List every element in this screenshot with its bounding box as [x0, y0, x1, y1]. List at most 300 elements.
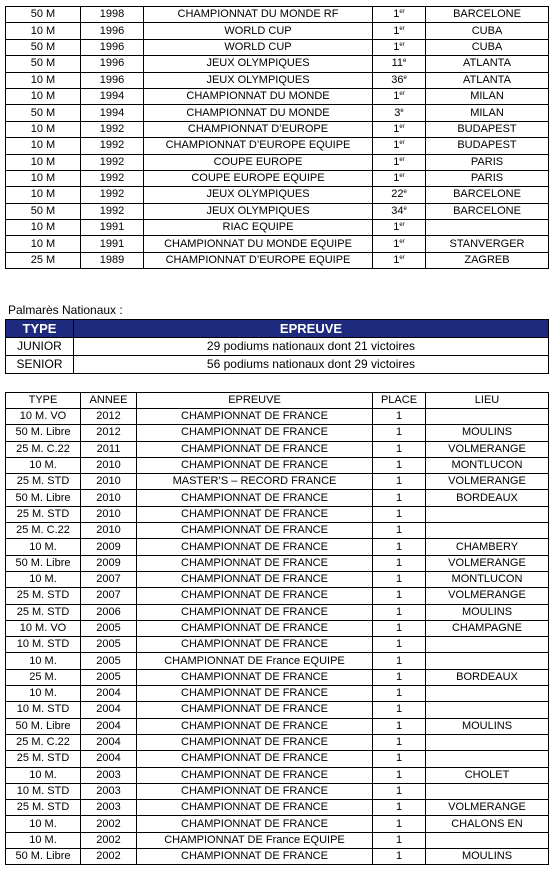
type-cell: 50 M. Libre	[6, 849, 81, 865]
year-cell: 1992	[81, 203, 144, 219]
location-cell: ATLANTA	[426, 72, 549, 88]
table-row	[6, 88, 549, 104]
place-number: 1	[393, 122, 400, 135]
event-cell: JEUX OLYMPIQUES	[144, 56, 373, 72]
international-results-table	[5, 6, 549, 269]
type-cell: 25 M. C.22	[6, 734, 81, 750]
table-row	[6, 409, 549, 425]
type-cell: 10 M	[6, 170, 81, 186]
year-cell: 2011	[81, 441, 137, 457]
place-number: 1	[393, 237, 400, 250]
place-cell: 1	[373, 816, 426, 832]
year-cell: 1996	[81, 23, 144, 39]
place-cell: 1	[373, 637, 426, 653]
national-row	[6, 338, 549, 356]
table-row	[6, 23, 549, 39]
year-cell: 2010	[81, 457, 137, 473]
event-cell: JEUX OLYMPIQUES	[144, 72, 373, 88]
event-cell: CHAMPIONNAT DE FRANCE	[137, 555, 373, 571]
location-cell	[426, 783, 549, 799]
type-cell: 10 M	[6, 121, 81, 137]
event-cell: CHAMPIONNAT DE FRANCE	[137, 523, 373, 539]
year-cell: 2006	[81, 604, 137, 620]
place-cell: 1	[373, 832, 426, 848]
year-cell: 2007	[81, 588, 137, 604]
place-cell: 1	[373, 555, 426, 571]
type-cell: 10 M. STD	[6, 637, 81, 653]
event-cell: CHAMPIONNAT DU MONDE RF	[144, 7, 373, 23]
national-epreuve-cell: 56 podiums nationaux dont 29 victoires	[74, 356, 549, 374]
location-cell: MILAN	[426, 105, 549, 121]
year-cell: 2005	[81, 620, 137, 636]
place-cell	[373, 138, 426, 154]
year-cell: 1991	[81, 236, 144, 252]
event-cell: CHAMPIONNAT DE FRANCE	[137, 457, 373, 473]
year-cell: 2004	[81, 734, 137, 750]
table-row	[6, 637, 549, 653]
location-cell	[426, 832, 549, 848]
type-cell: 10 M	[6, 138, 81, 154]
table-row	[6, 523, 549, 539]
place-cell: 1	[373, 523, 426, 539]
table-row	[6, 441, 549, 457]
type-cell: 10 M	[6, 154, 81, 170]
place-cell	[373, 252, 426, 268]
type-cell: 10 M.	[6, 571, 81, 587]
place-cell: 1	[373, 604, 426, 620]
results-header-type: TYPE	[6, 393, 81, 409]
results-header-epreuve: EPREUVE	[137, 393, 373, 409]
event-cell: MASTER’S – RECORD FRANCE	[137, 474, 373, 490]
place-cell: 1	[373, 571, 426, 587]
place-number: 1	[393, 221, 400, 234]
type-cell: 50 M. Libre	[6, 490, 81, 506]
place-number: 1	[393, 24, 400, 37]
event-cell: CHAMPIONNAT DU MONDE EQUIPE	[144, 236, 373, 252]
event-cell: CHAMPIONNAT DE FRANCE	[137, 783, 373, 799]
year-cell: 2007	[81, 571, 137, 587]
type-cell: 50 M. Libre	[6, 555, 81, 571]
location-cell: MOULINS	[426, 718, 549, 734]
location-cell: STANVERGER	[426, 236, 549, 252]
place-cell	[373, 7, 426, 23]
location-cell: CUBA	[426, 39, 549, 55]
national-type-cell: JUNIOR	[6, 338, 74, 356]
location-cell	[426, 409, 549, 425]
table-row	[6, 506, 549, 522]
event-cell: CHAMPIONNAT DU MONDE	[144, 88, 373, 104]
place-number: 36	[391, 73, 404, 86]
location-cell: CUBA	[426, 23, 549, 39]
type-cell: 10 M.	[6, 686, 81, 702]
year-cell: 2005	[81, 653, 137, 669]
table-row	[6, 686, 549, 702]
year-cell: 1992	[81, 170, 144, 186]
type-cell: 10 M	[6, 72, 81, 88]
type-cell: 25 M	[6, 252, 81, 268]
national-type-cell: SENIOR	[6, 356, 74, 374]
year-cell: 2004	[81, 702, 137, 718]
location-cell	[426, 637, 549, 653]
place-cell: 1	[373, 767, 426, 783]
type-cell: 50 M. Libre	[6, 718, 81, 734]
year-cell: 2004	[81, 718, 137, 734]
place-suffix: er	[399, 140, 405, 147]
event-cell: CHAMPIONNAT DE FRANCE	[137, 767, 373, 783]
place-cell: 1	[373, 669, 426, 685]
table-row	[6, 56, 549, 72]
type-cell: 10 M. VO	[6, 620, 81, 636]
type-cell: 50 M	[6, 7, 81, 23]
year-cell: 2004	[81, 751, 137, 767]
table-row	[6, 7, 549, 23]
table-row	[6, 588, 549, 604]
place-cell: 1	[373, 441, 426, 457]
table-row	[6, 832, 549, 848]
year-cell: 2009	[81, 555, 137, 571]
type-cell: 25 M. STD	[6, 604, 81, 620]
year-cell: 2010	[81, 490, 137, 506]
location-cell: MONTLUCON	[426, 571, 549, 587]
type-cell: 25 M. STD	[6, 751, 81, 767]
event-cell: JEUX OLYMPIQUES	[144, 203, 373, 219]
place-number: 1	[393, 172, 400, 185]
year-cell: 2003	[81, 783, 137, 799]
place-cell	[373, 203, 426, 219]
type-cell: 10 M	[6, 187, 81, 203]
year-cell: 2012	[81, 425, 137, 441]
year-cell: 2003	[81, 800, 137, 816]
table-row	[6, 490, 549, 506]
type-cell: 10 M	[6, 23, 81, 39]
type-cell: 50 M	[6, 105, 81, 121]
type-cell: 10 M.	[6, 539, 81, 555]
type-cell: 10 M.	[6, 457, 81, 473]
place-cell: 1	[373, 409, 426, 425]
event-cell: CHAMPIONNAT DE FRANCE	[137, 490, 373, 506]
place-cell: 1	[373, 751, 426, 767]
table-row	[6, 105, 549, 121]
table-row	[6, 203, 549, 219]
table-row	[6, 474, 549, 490]
type-cell: 10 M.	[6, 653, 81, 669]
year-cell: 2010	[81, 523, 137, 539]
place-cell: 1	[373, 506, 426, 522]
table-row	[6, 800, 549, 816]
table-row	[6, 121, 549, 137]
type-cell: 25 M. STD	[6, 474, 81, 490]
place-cell: 1	[373, 588, 426, 604]
place-cell	[373, 236, 426, 252]
event-cell: COUPE EUROPE	[144, 154, 373, 170]
type-cell: 25 M. C.22	[6, 523, 81, 539]
table-row	[6, 620, 549, 636]
place-cell	[373, 220, 426, 236]
year-cell: 1996	[81, 72, 144, 88]
location-cell: MILAN	[426, 88, 549, 104]
table-row	[6, 767, 549, 783]
table-row	[6, 187, 549, 203]
national-header-type: TYPE	[6, 320, 74, 338]
event-cell: CHAMPIONNAT DE FRANCE	[137, 506, 373, 522]
location-cell: PARIS	[426, 154, 549, 170]
location-cell: BORDEAUX	[426, 490, 549, 506]
place-cell: 1	[373, 490, 426, 506]
location-cell	[426, 523, 549, 539]
place-cell	[373, 72, 426, 88]
year-cell: 1992	[81, 121, 144, 137]
table-row	[6, 702, 549, 718]
event-cell: CHAMPIONNAT DE FRANCE	[137, 571, 373, 587]
event-cell: RIAC EQUIPE	[144, 220, 373, 236]
location-cell: MOULINS	[426, 425, 549, 441]
year-cell: 2003	[81, 767, 137, 783]
location-cell	[426, 686, 549, 702]
year-cell: 2002	[81, 832, 137, 848]
location-cell: BARCELONE	[426, 7, 549, 23]
place-cell	[373, 170, 426, 186]
place-cell	[373, 105, 426, 121]
table-row	[6, 72, 549, 88]
event-cell: WORLD CUP	[144, 23, 373, 39]
type-cell: 25 M. STD	[6, 588, 81, 604]
event-cell: CHAMPIONNAT DE FRANCE	[137, 409, 373, 425]
event-cell: CHAMPIONNAT DE FRANCE	[137, 441, 373, 457]
year-cell: 1996	[81, 39, 144, 55]
results-header-place: PLACE	[373, 393, 426, 409]
event-cell: CHAMPIONNAT DE FRANCE	[137, 637, 373, 653]
place-cell	[373, 187, 426, 203]
year-cell: 2004	[81, 686, 137, 702]
table-row	[6, 734, 549, 750]
table-row	[6, 571, 549, 587]
type-cell: 50 M	[6, 56, 81, 72]
type-cell: 10 M. STD	[6, 783, 81, 799]
table-row	[6, 138, 549, 154]
national-header-row	[6, 320, 549, 338]
location-cell: MONTLUCON	[426, 457, 549, 473]
location-cell: BUDAPEST	[426, 138, 549, 154]
table-row	[6, 751, 549, 767]
year-cell: 2002	[81, 849, 137, 865]
table-row	[6, 555, 549, 571]
type-cell: 10 M	[6, 88, 81, 104]
place-cell: 1	[373, 653, 426, 669]
national-results-table	[5, 392, 549, 865]
place-suffix: er	[399, 91, 405, 98]
place-suffix: er	[399, 156, 405, 163]
place-suffix: e	[403, 189, 407, 196]
location-cell	[426, 734, 549, 750]
place-suffix: er	[399, 238, 405, 245]
table-row	[6, 457, 549, 473]
type-cell: 50 M. Libre	[6, 425, 81, 441]
place-number: 34	[391, 204, 404, 217]
place-suffix: er	[399, 222, 405, 229]
event-cell: COUPE EUROPE EQUIPE	[144, 170, 373, 186]
location-cell: VOLMERANGE	[426, 474, 549, 490]
place-suffix: e	[400, 107, 404, 114]
place-cell: 1	[373, 783, 426, 799]
table-row	[6, 816, 549, 832]
results-header-annee: ANNEE	[81, 393, 137, 409]
national-epreuve-cell: 29 podiums nationaux dont 21 victoires	[74, 338, 549, 356]
table-row	[6, 849, 549, 865]
location-cell: VOLMERANGE	[426, 588, 549, 604]
type-cell: 10 M.	[6, 832, 81, 848]
table-row	[6, 154, 549, 170]
type-cell: 10 M.	[6, 767, 81, 783]
location-cell	[426, 702, 549, 718]
location-cell: CHOLET	[426, 767, 549, 783]
table-row	[6, 653, 549, 669]
location-cell: BARCELONE	[426, 187, 549, 203]
table-row	[6, 604, 549, 620]
event-cell: CHAMPIONNAT DE FRANCE	[137, 425, 373, 441]
location-cell: BORDEAUX	[426, 669, 549, 685]
place-cell: 1	[373, 734, 426, 750]
location-cell: CHAMPAGNE	[426, 620, 549, 636]
place-number: 1	[393, 139, 400, 152]
event-cell: CHAMPIONNAT DE FRANCE	[137, 849, 373, 865]
place-suffix: er	[399, 41, 405, 48]
table-row	[6, 783, 549, 799]
year-cell: 2012	[81, 409, 137, 425]
place-number: 11	[391, 57, 404, 70]
place-number: 3	[394, 106, 401, 119]
type-cell: 10 M	[6, 236, 81, 252]
event-cell: CHAMPIONNAT DE FRANCE	[137, 620, 373, 636]
national-title: Palmarès Nationaux :	[8, 303, 123, 317]
type-cell: 10 M	[6, 220, 81, 236]
type-cell: 10 M. STD	[6, 702, 81, 718]
event-cell: CHAMPIONNAT D’EUROPE	[144, 121, 373, 137]
location-cell: MOULINS	[426, 849, 549, 865]
location-cell: CHALONS EN	[426, 816, 549, 832]
national-summary-table	[5, 319, 549, 374]
event-cell: CHAMPIONNAT D’EUROPE EQUIPE	[144, 138, 373, 154]
event-cell: CHAMPIONNAT DE FRANCE	[137, 686, 373, 702]
event-cell: CHAMPIONNAT DE FRANCE	[137, 734, 373, 750]
location-cell: VOLMERANGE	[426, 800, 549, 816]
place-cell: 1	[373, 620, 426, 636]
event-cell: CHAMPIONNAT DE FRANCE	[137, 751, 373, 767]
place-cell: 1	[373, 457, 426, 473]
year-cell: 1991	[81, 220, 144, 236]
event-cell: CHAMPIONNAT DU MONDE	[144, 105, 373, 121]
year-cell: 1998	[81, 7, 144, 23]
location-cell	[426, 653, 549, 669]
location-cell: CHAMBERY	[426, 539, 549, 555]
year-cell: 2009	[81, 539, 137, 555]
event-cell: CHAMPIONNAT DE FRANCE	[137, 588, 373, 604]
event-cell: JEUX OLYMPIQUES	[144, 187, 373, 203]
place-suffix: er	[399, 123, 405, 130]
place-cell: 1	[373, 425, 426, 441]
location-cell: BUDAPEST	[426, 121, 549, 137]
event-cell: CHAMPIONNAT DE FRANCE	[137, 702, 373, 718]
place-cell	[373, 88, 426, 104]
table-row	[6, 718, 549, 734]
place-number: 22	[391, 188, 404, 201]
place-cell	[373, 39, 426, 55]
type-cell: 25 M. STD	[6, 506, 81, 522]
type-cell: 25 M. C.22	[6, 441, 81, 457]
results-header-lieu: LIEU	[426, 393, 549, 409]
place-cell: 1	[373, 539, 426, 555]
results-header-row	[6, 393, 549, 409]
place-number: 1	[393, 8, 400, 21]
type-cell: 25 M. STD	[6, 800, 81, 816]
place-number: 1	[393, 254, 400, 267]
location-cell	[426, 220, 549, 236]
place-suffix: er	[399, 9, 405, 16]
type-cell: 10 M.	[6, 816, 81, 832]
event-cell: CHAMPIONNAT DE France EQUIPE	[137, 653, 373, 669]
place-cell: 1	[373, 849, 426, 865]
year-cell: 2010	[81, 506, 137, 522]
type-cell: 50 M	[6, 203, 81, 219]
national-row	[6, 356, 549, 374]
table-row	[6, 252, 549, 268]
year-cell: 2005	[81, 669, 137, 685]
event-cell: CHAMPIONNAT DE FRANCE	[137, 800, 373, 816]
type-cell: 25 M.	[6, 669, 81, 685]
place-number: 1	[393, 40, 400, 53]
type-cell: 10 M. VO	[6, 409, 81, 425]
type-cell: 50 M	[6, 39, 81, 55]
event-cell: CHAMPIONNAT DE FRANCE	[137, 604, 373, 620]
location-cell: VOLMERANGE	[426, 555, 549, 571]
place-suffix: e	[403, 205, 407, 212]
year-cell: 1992	[81, 154, 144, 170]
table-row	[6, 236, 549, 252]
location-cell	[426, 506, 549, 522]
year-cell: 2002	[81, 816, 137, 832]
place-cell: 1	[373, 702, 426, 718]
year-cell: 1996	[81, 56, 144, 72]
year-cell: 2010	[81, 474, 137, 490]
year-cell: 1992	[81, 138, 144, 154]
place-number: 1	[393, 90, 400, 103]
event-cell: CHAMPIONNAT D’EUROPE EQUIPE	[144, 252, 373, 268]
place-suffix: er	[399, 25, 405, 32]
place-cell: 1	[373, 474, 426, 490]
location-cell: VOLMERANGE	[426, 441, 549, 457]
place-cell	[373, 56, 426, 72]
event-cell: CHAMPIONNAT DE France EQUIPE	[137, 832, 373, 848]
event-cell: WORLD CUP	[144, 39, 373, 55]
event-cell: CHAMPIONNAT DE FRANCE	[137, 718, 373, 734]
table-row	[6, 539, 549, 555]
table-row	[6, 170, 549, 186]
place-number: 1	[393, 155, 400, 168]
year-cell: 1994	[81, 88, 144, 104]
year-cell: 1992	[81, 187, 144, 203]
place-suffix: e	[403, 58, 407, 65]
location-cell: ATLANTA	[426, 56, 549, 72]
place-suffix: e	[403, 74, 407, 81]
place-cell	[373, 23, 426, 39]
location-cell: ZAGREB	[426, 252, 549, 268]
location-cell: MOULINS	[426, 604, 549, 620]
place-suffix: er	[399, 173, 405, 180]
year-cell: 1989	[81, 252, 144, 268]
table-row	[6, 220, 549, 236]
location-cell	[426, 751, 549, 767]
place-cell: 1	[373, 800, 426, 816]
event-cell: CHAMPIONNAT DE FRANCE	[137, 669, 373, 685]
